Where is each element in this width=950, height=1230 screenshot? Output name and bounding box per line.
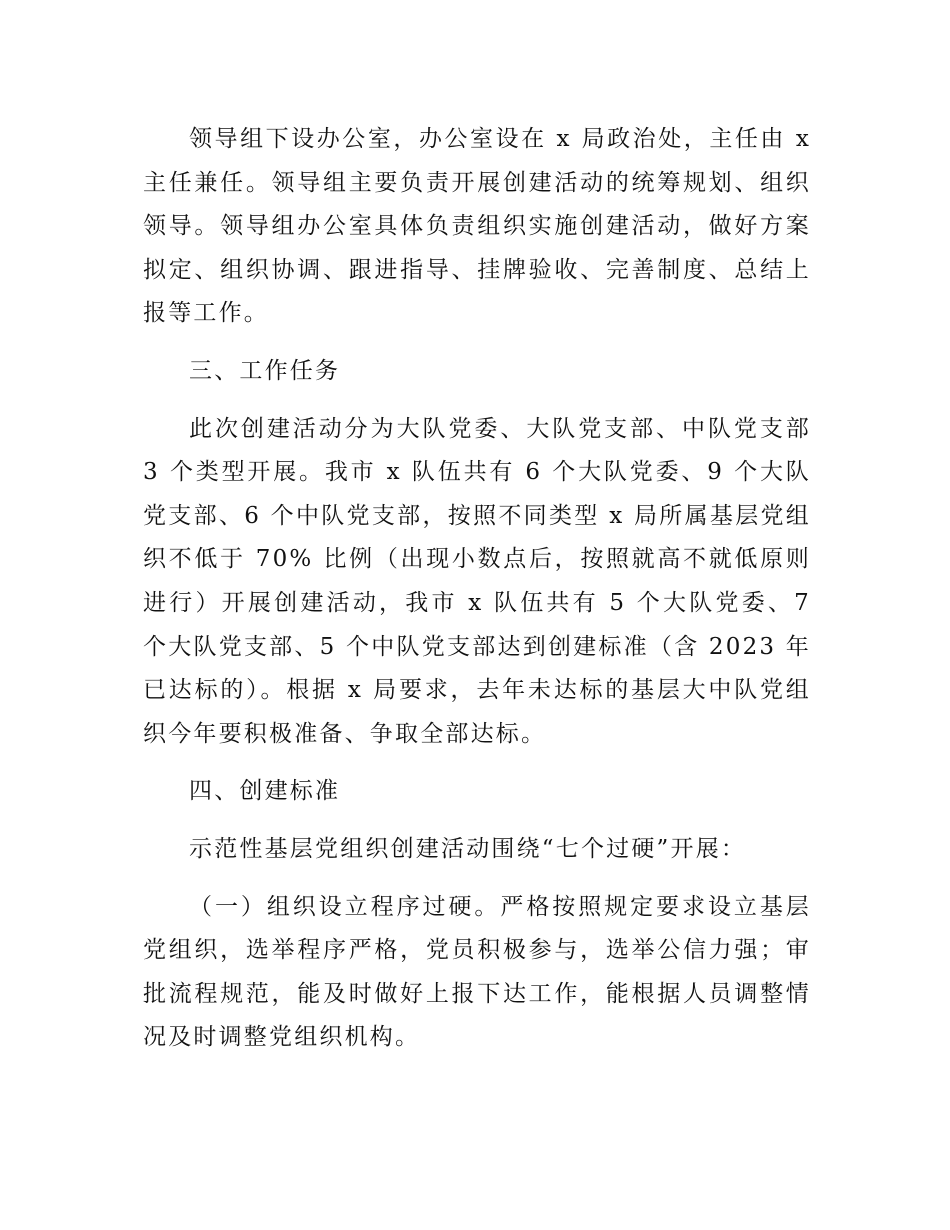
paragraph-gap <box>143 814 811 828</box>
paragraph-gap <box>143 394 811 408</box>
paragraph-gap <box>143 872 811 886</box>
paragraph-standards-intro: 示范性基层党组织创建活动围绕“七个过硬”开展： <box>189 835 747 862</box>
section-heading-work-tasks: 三、工作任务 <box>189 357 341 384</box>
paragraph-gap <box>143 336 811 350</box>
paragraph-work-tasks: 此次创建活动分为大队党委、大队党支部、中队党支部 3 个类型开展。我市 x 队伍共有 6 个大队党委、9 个大队党支部、6 个中队党支部，按照不同类型 x 局所属基层党组织不低于 70% 比例（出现小数点后，按照就高不就低原则进行）开展创建活动，我市 x 队伍共有 5 个大队党委、7 个大队党支部、5 个中队党支部达到创建标准（含 2023 年已达标的）。根据 x 局要求，去年未达标的基层大中队党组织今年要积极准备、争取全部达标。 <box>143 415 811 747</box>
document-page <box>143 118 811 1060</box>
section-heading-standards: 四、创建标准 <box>189 778 341 805</box>
paragraph-leadership-office: 领导组下设办公室，办公室设在 x 局政治处，主任由 x 主任兼任。领导组主要负责开展创建活动的统筹规划、组织领导。领导组办公室具体负责组织实施创建活动，做好方案拟定、组织协调、跟进指导、挂牌验收、完善制度、总结上报等工作。 <box>143 126 811 327</box>
paragraph-standard-one: （一）组织设立程序过硬。严格按照规定要求设立基层党组织，选举程序严格，党员积极参与，选举公信力强；审批流程规范，能及时做好上报下达工作，能根据人员调整情况及时调整党组织机构。 <box>143 893 811 1051</box>
paragraph-gap <box>143 756 811 770</box>
